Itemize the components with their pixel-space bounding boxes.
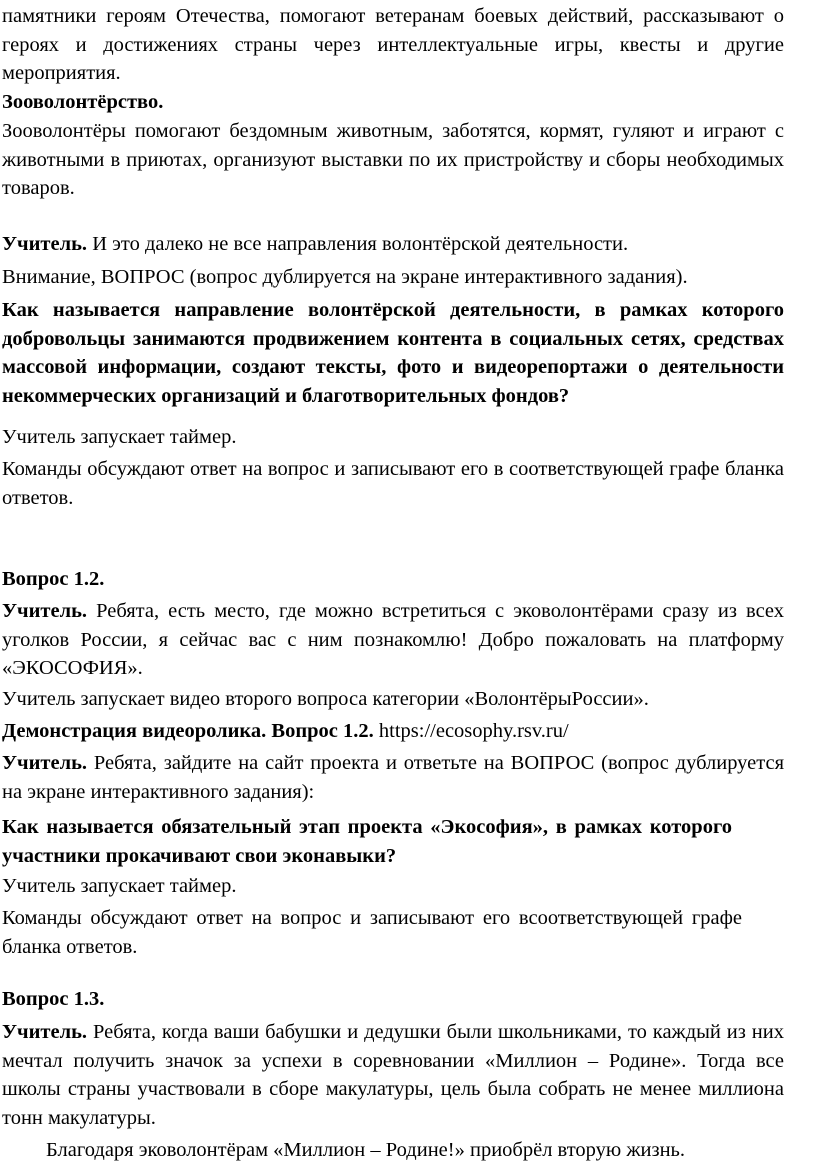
paragraph-text: Команды обсуждают ответ на вопрос и записывают его в соответствующей графе бланка ответов. [2,458,784,509]
question-media-volunteering [2,296,784,410]
paragraph-teacher-million [2,1018,784,1132]
paragraph-text: Ребята, когда ваши бабушки и дедушки были школьниками, то каждый из них мечтал получить значок за успехи в соревновании «Миллион – Родине». Тогда все школы страны участвовали в сборе макулатуры, цель была собрать не менее миллиона тонн макулатуры. [2,1021,784,1129]
paragraph-text: Ребята, есть место, где можно встретиться с эковолонтёрами сразу из всех уголков России, я сейчас вас с ним познакомлю! Добро пожаловать на платформу «ЭКОСОФИЯ». [2,600,784,680]
paragraph-timer-2 [2,872,784,901]
paragraph-video-demo [2,717,784,746]
paragraph-teacher-directions [2,230,784,259]
speaker-label: Учитель. [2,752,88,774]
paragraph-teacher-site [2,749,784,806]
heading-question-1-2 [2,565,784,594]
paragraph-second-life [2,1136,784,1165]
paragraph-timer-1 [2,423,784,452]
paragraph-teams-discuss-2 [2,904,742,961]
paragraph-text: памятники героям Отечества, помогают ветеранам боевых действий, рассказывают о героях и достижениях страны через интеллектуальные игры, квесты и другие мероприятия. [2,5,784,85]
paragraph-teacher-ecosophy [2,597,784,683]
paragraph-text: Команды обсуждают ответ на вопрос и записывают его всоответствующей графе бланка ответов. [2,907,742,958]
paragraph-text: Ребята, зайдите на сайт проекта и ответьте на ВОПРОС (вопрос дублируется на экране интерактивного задания): [2,752,784,803]
paragraph-text: Благодаря эковолонтёрам «Миллион – Родине!» приобрёл вторую жизнь. [46,1139,686,1161]
demo-label: Демонстрация видеоролика. Вопрос 1.2. [2,720,374,742]
heading-text: Зооволонтёрство. [2,91,164,113]
question-text: Как называется направление волонтёрской деятельности, в рамках которого добровольцы занимаются продвижением контента в социальных сетях, средствах массовой информации, создают тексты, фото и видеорепортажи о деятельности некоммерческих организаций и благотворительных фондов? [2,299,784,407]
heading-zoo-volunteering [2,88,784,117]
paragraph-text: Учитель запускает таймер. [2,875,237,897]
paragraph-patriotic-volunteering [2,2,784,88]
speaker-label: Учитель. [2,1021,88,1043]
speaker-label: Учитель. [2,600,88,622]
question-ecosophy-stage [2,813,732,870]
speaker-label: Учитель. [2,233,88,255]
heading-question-1-3 [2,985,784,1014]
question-text: Как называется обязательный этап проекта «Экософия», в рамках которого участники прокачивают свои эконавыки? [2,816,732,867]
heading-text: Вопрос 1.2. [2,568,105,590]
paragraph-text: И это далеко не все направления волонтёрской деятельности. [87,233,629,255]
paragraph-teams-discuss-1 [2,455,784,512]
paragraph-zoo-volunteers [2,117,784,203]
paragraph-text: Зооволонтёры помогают бездомным животным, заботятся, кормят, гуляют и играют с животными в приютах, организуют выставки по их пристройству и сборы необходимых товаров. [2,120,784,200]
heading-text: Вопрос 1.3. [2,988,105,1010]
paragraph-text: Внимание, ВОПРОС (вопрос дублируется на экране интерактивного задания). [2,266,688,288]
paragraph-video-launch [2,685,784,714]
website-link[interactable]: https://ecosophy.rsv.ru/ [373,720,569,742]
paragraph-text: Учитель запускает видео второго вопроса категории «ВолонтёрыРоссии». [2,688,649,710]
paragraph-attention-question [2,263,784,292]
paragraph-text: Учитель запускает таймер. [2,426,237,448]
